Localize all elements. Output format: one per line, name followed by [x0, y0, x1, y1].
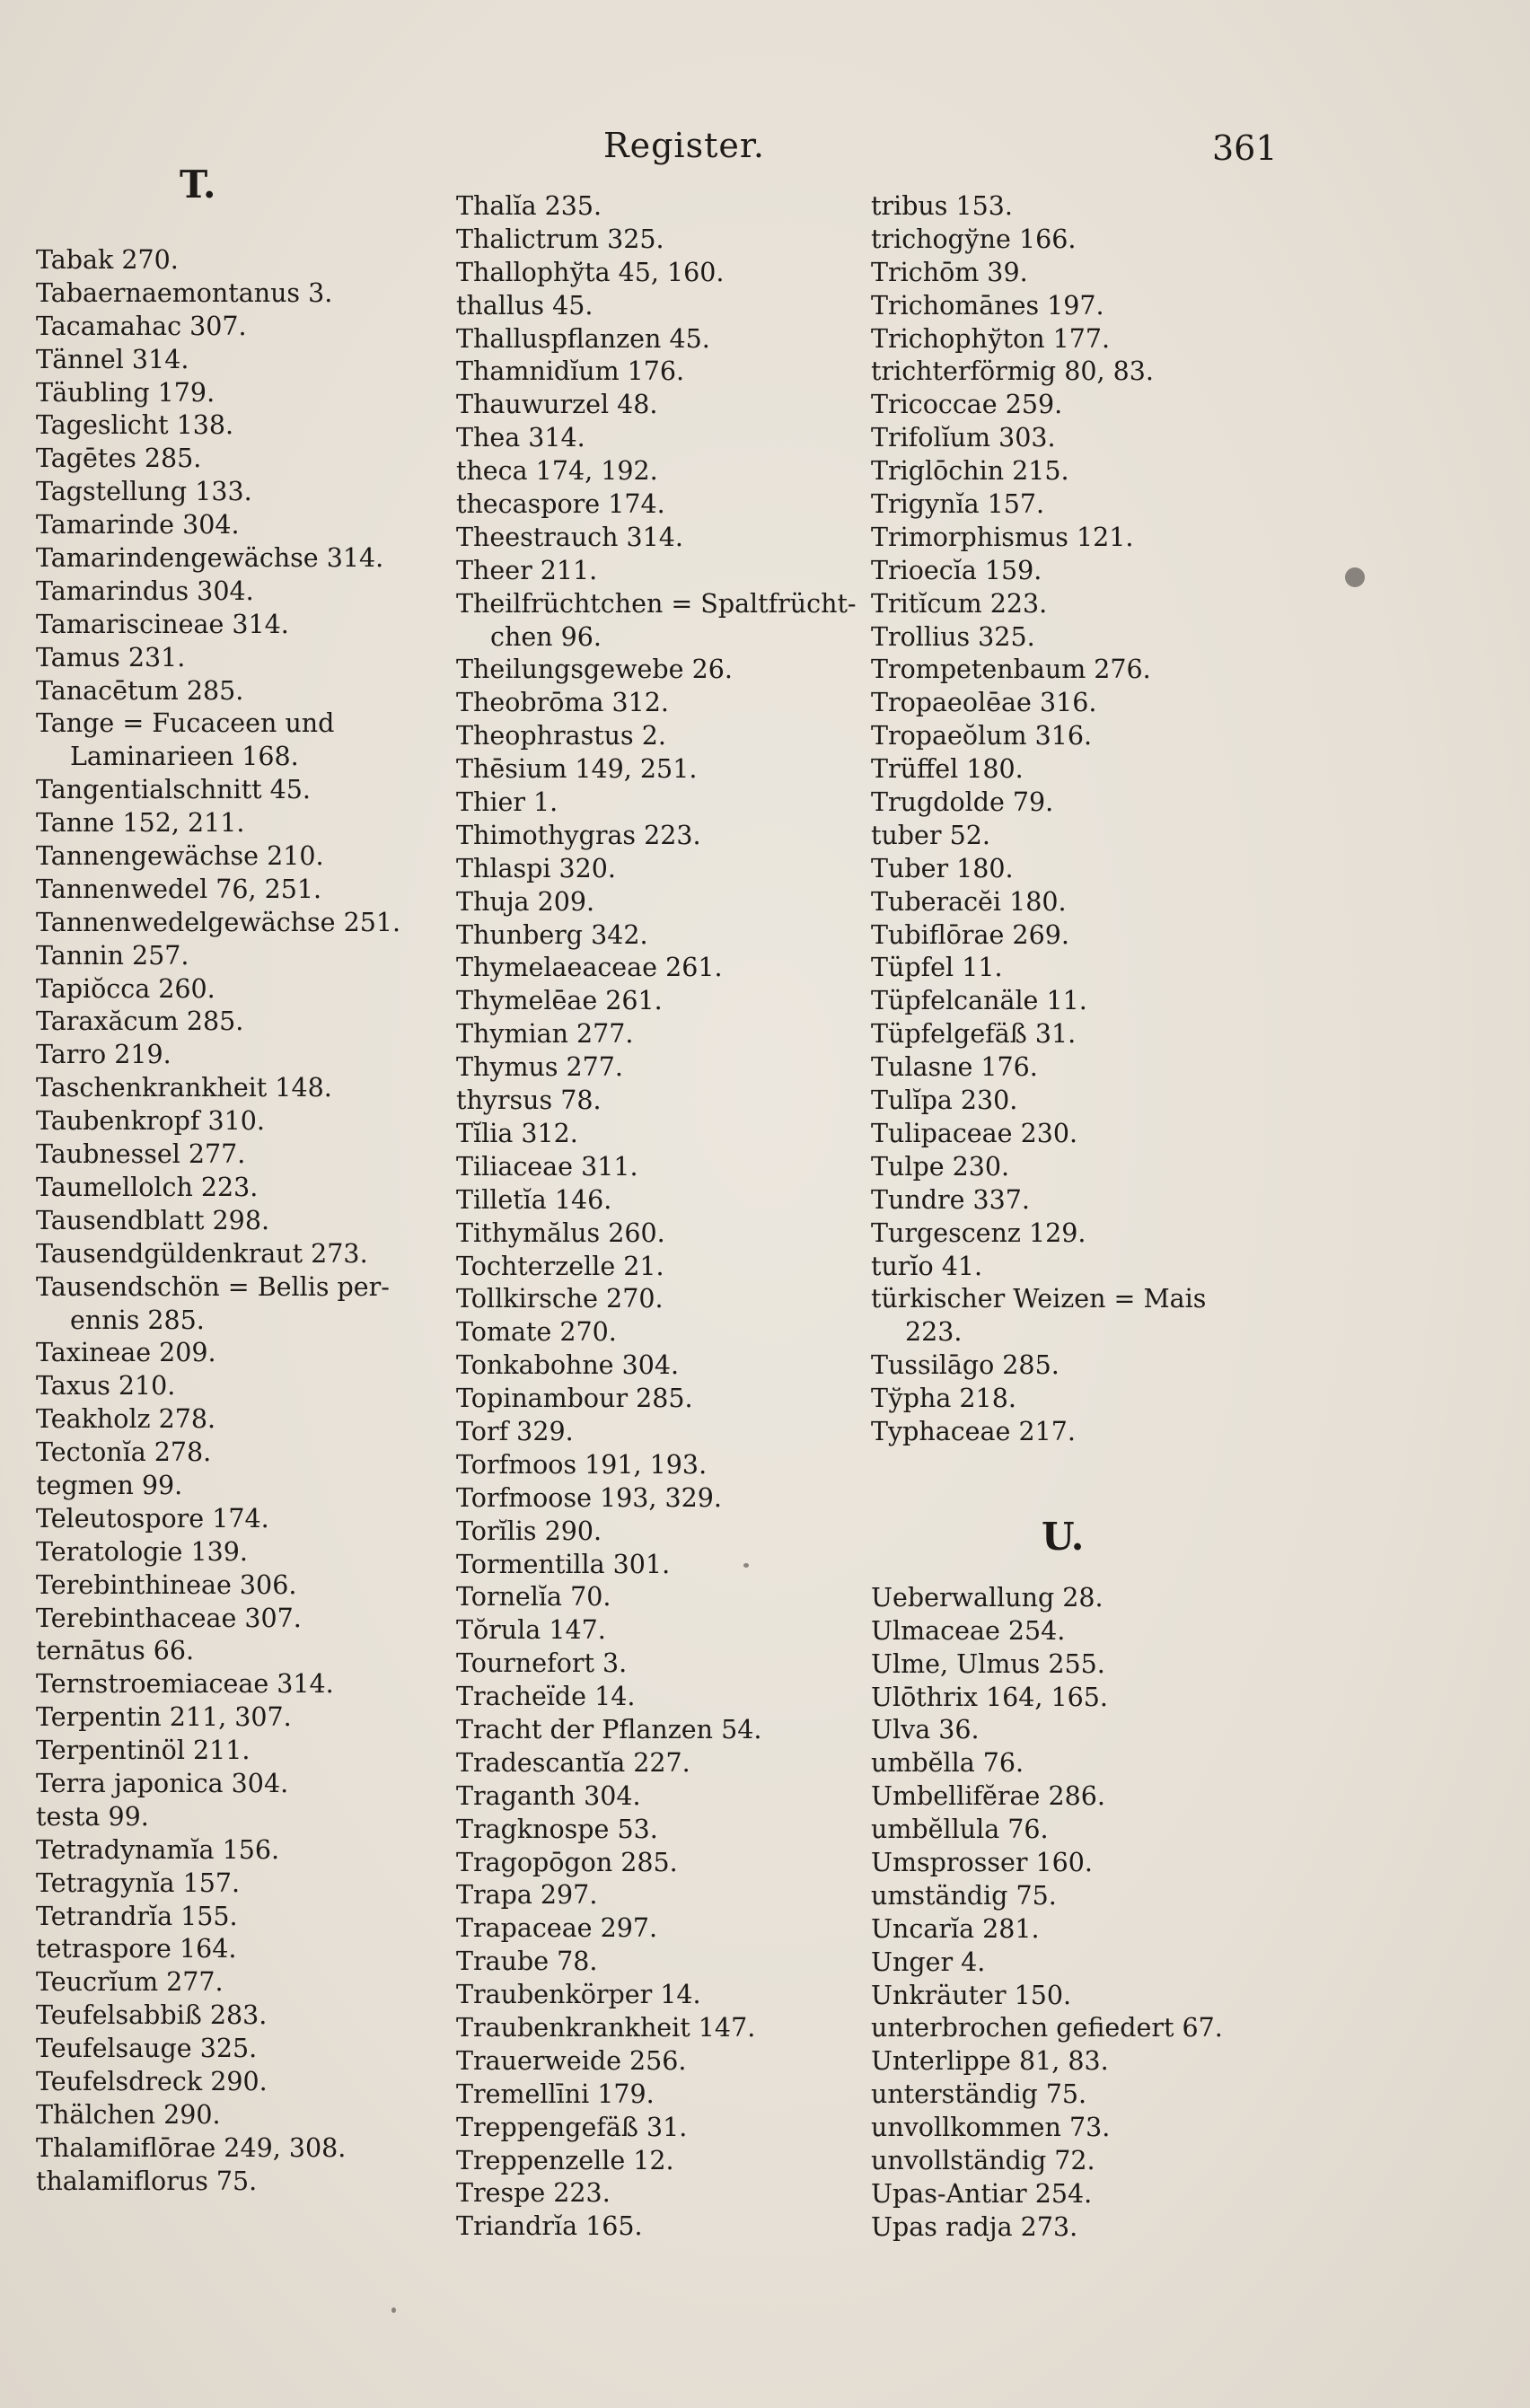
index-entry: umständig 75. [871, 1880, 1057, 1911]
entry-list [456, 190, 878, 2244]
index-entry: Tonkabohne 304. [456, 1350, 680, 1381]
index-entry: thallus 45. [456, 290, 594, 321]
index-entry: trichterförmig 80, 83. [871, 356, 1154, 387]
index-entry: Tulĭpa 230. [871, 1085, 1018, 1116]
index-entry: Tiliaceae 311. [456, 1151, 638, 1182]
index-entry: Thēsium 149, 251. [456, 754, 698, 785]
paper-speck [1345, 567, 1365, 587]
index-entry: Tetradynamĭa 156. [36, 1834, 280, 1865]
index-entry: Tagstellung 133. [36, 477, 252, 507]
index-entry: türkischer Weizen = Mais [871, 1284, 1207, 1314]
index-entry: Teufelsdreck 290. [36, 2066, 268, 2096]
index-entry: Thunberg 342. [456, 919, 648, 950]
index-entry: Tritĭcum 223. [871, 588, 1048, 619]
index-entry: Thymus 277. [456, 1052, 623, 1083]
index-entry: Terra japonica 304. [36, 1768, 289, 1798]
index-entry: Tännel 314. [36, 344, 189, 374]
index-entry: Terpentin 211, 307. [36, 1702, 292, 1733]
index-entry: Tropaeolēae 316. [871, 688, 1097, 718]
page-title: Register. [603, 126, 765, 165]
index-entry: ennis 285. [70, 1305, 205, 1335]
index-entry: Trimorphismus 121. [871, 522, 1134, 552]
index-entry: Tamarindengewächse 314. [36, 543, 384, 574]
index-entry: Tundre 337. [871, 1184, 1030, 1215]
index-entry: Tulipaceae 230. [871, 1118, 1078, 1148]
index-entry: Tannenwedelgewächse 251. [36, 907, 401, 937]
index-entry: Täubling 179. [36, 377, 215, 408]
index-column-3 [871, 190, 1293, 2245]
index-entry: Tamarinde 304. [36, 510, 240, 540]
index-entry: Taschenkrankheit 148. [36, 1073, 332, 1103]
index-entry: Tilletĭa 146. [456, 1184, 612, 1215]
index-entry: ternātus 66. [36, 1636, 195, 1666]
index-entry: theca 174, 192. [456, 456, 658, 487]
index-entry: Tanacētum 285. [36, 675, 244, 706]
index-entry: Tŏrula 147. [456, 1615, 606, 1646]
index-entry: Laminarieen 168. [70, 742, 299, 772]
index-entry: Teufelsabbiß 283. [36, 2000, 268, 2031]
index-entry: Tarro 219. [36, 1040, 171, 1070]
index-entry: Triglōchin 215. [871, 456, 1069, 487]
index-entry: Torfmoose 193, 329. [456, 1482, 722, 1513]
index-entry: Thimothygras 223. [456, 820, 701, 850]
index-entry: Ternstroemiaceae 314. [36, 1669, 334, 1700]
index-entry: Tubiflōrae 269. [871, 919, 1069, 950]
index-entry: testa 99. [36, 1801, 149, 1832]
index-entry: Tollkirsche 270. [456, 1284, 664, 1314]
index-entry: Trugdolde 79. [871, 787, 1054, 818]
index-entry: turĭo 41. [871, 1251, 983, 1281]
index-entry: Ulōthrix 164, 165. [871, 1682, 1108, 1712]
index-entry: umbĕllula 76. [871, 1815, 1049, 1845]
index-entry: Terebinthineae 306. [36, 1569, 297, 1600]
index-entry: Turgescenz 129. [871, 1217, 1086, 1248]
index-entry: Uncarĭa 281. [871, 1913, 1040, 1944]
index-entry: Taumellolch 223. [36, 1172, 259, 1202]
index-entry: Teratologie 139. [36, 1536, 248, 1567]
index-entry: Terpentinöl 211. [36, 1736, 251, 1766]
index-entry: Tüpfelcanäle 11. [871, 986, 1087, 1016]
index-entry: Thymian 277. [456, 1019, 634, 1050]
page-number: 361 [1212, 128, 1278, 168]
index-entry: Theobrōma 312. [456, 688, 669, 718]
index-entry: Tuber 180. [871, 853, 1014, 883]
index-entry: 223. [905, 1317, 963, 1348]
section-heading-u: U. [1042, 1514, 1085, 1559]
index-entry: Unger 4. [871, 1947, 986, 1977]
index-entry: Thier 1. [456, 787, 558, 818]
index-entry: Torf 329. [456, 1416, 574, 1446]
index-entry: Trapa 297. [456, 1880, 598, 1911]
index-entry: Tausendgüldenkraut 273. [36, 1238, 368, 1269]
entry-list [871, 1582, 1293, 2245]
index-entry: Tannengewächse 210. [36, 841, 324, 872]
index-entry: Treppenzelle 12. [456, 2145, 674, 2175]
index-entry: Trompetenbaum 276. [871, 655, 1151, 685]
index-entry: Terebinthaceae 307. [36, 1603, 302, 1633]
index-entry: Umbellifĕrae 286. [871, 1781, 1105, 1812]
index-entry: Ulmaceae 254. [871, 1615, 1066, 1646]
index-entry: Thuja 209. [456, 886, 595, 917]
index-entry: Teucrĭum 277. [36, 1967, 224, 1998]
index-entry: thecaspore 174. [456, 489, 665, 520]
index-column-1 [36, 163, 458, 2199]
index-entry: Tacamahac 307. [36, 311, 247, 341]
index-entry: Tagētes 285. [36, 444, 202, 474]
index-entry: Tussilāgo 285. [871, 1350, 1060, 1381]
index-column-2 [456, 190, 878, 2244]
index-entry: Ulva 36. [871, 1715, 980, 1745]
index-entry: Tulasne 176. [871, 1052, 1038, 1083]
index-entry: Thälchen 290. [36, 2099, 221, 2130]
index-entry: Trigynĭa 157. [871, 489, 1045, 520]
index-entry: Tausendschön = Bellis per- [36, 1271, 390, 1302]
index-entry: Tornelĭa 70. [456, 1582, 611, 1613]
index-entry: Tausendblatt 298. [36, 1205, 270, 1235]
index-entry: Tüpfel 11. [871, 953, 1003, 983]
index-entry: Taubnessel 277. [36, 1139, 246, 1170]
index-entry: Trapaceae 297. [456, 1913, 658, 1944]
index-entry: Thea 314. [456, 423, 585, 453]
index-entry: Trichophўton 177. [871, 323, 1111, 354]
index-entry: Theer 211. [456, 555, 598, 585]
index-entry: Tamarindus 304. [36, 576, 254, 606]
index-entry: Thamnidĭum 176. [456, 356, 685, 387]
index-entry: Tournefort 3. [456, 1648, 628, 1679]
index-entry: Thalĭa 235. [456, 191, 602, 221]
index-entry: Traganth 304. [456, 1780, 641, 1811]
index-entry: Upas radja 273. [871, 2211, 1078, 2242]
index-entry: Theophrastus 2. [456, 721, 666, 751]
index-entry: Torĭlis 290. [456, 1516, 602, 1546]
index-entry: Tropaeŏlum 316. [871, 721, 1093, 751]
index-entry: Tageslicht 138. [36, 410, 234, 441]
index-entry: Trollius 325. [871, 621, 1035, 652]
index-entry: unterbrochen gefiedert 67. [871, 2013, 1223, 2043]
index-entry: Theestrauch 314. [456, 522, 683, 552]
paper-speck [743, 1563, 749, 1568]
index-entry: Taxineae 209. [36, 1338, 216, 1368]
index-entry: Topinambour 285. [456, 1384, 693, 1414]
index-entry: Unterlippe 81, 83. [871, 2046, 1109, 2077]
index-entry: Traubenkörper 14. [456, 1980, 701, 2010]
index-entry: Trichomānes 197. [871, 290, 1104, 321]
index-entry: Thymelēae 261. [456, 986, 663, 1016]
index-entry: Taubenkropf 310. [36, 1106, 265, 1137]
index-entry: Tabaernaemontanus 3. [36, 277, 333, 308]
index-entry: Trespe 223. [456, 2178, 611, 2209]
index-entry: Tectonĭa 278. [36, 1437, 212, 1468]
index-entry: Tangentialschnitt 45. [36, 775, 311, 805]
index-entry: Tĭlia 312. [456, 1118, 578, 1148]
index-entry: Teufelsauge 325. [36, 2034, 258, 2064]
index-entry: Thalictrum 325. [456, 224, 664, 254]
index-entry: Triandrĭa 165. [456, 2211, 643, 2242]
index-entry: Ulme, Ulmus 255. [871, 1648, 1105, 1679]
index-entry: Tuberacĕi 180. [871, 886, 1067, 917]
entry-list [36, 244, 458, 2199]
index-entry: tetraspore 164. [36, 1934, 237, 1964]
index-entry: Thauwurzel 48. [456, 390, 658, 420]
entry-list [871, 190, 1293, 1449]
index-entry: tuber 52. [871, 820, 990, 850]
index-entry: thyrsus 78. [456, 1085, 602, 1116]
index-entry: Trichōm 39. [871, 257, 1028, 287]
index-entry: Tanne 152, 211. [36, 808, 245, 839]
index-entry: Treppengefäß 31. [456, 2112, 688, 2142]
index-entry: unvollkommen 73. [871, 2113, 1111, 2143]
index-entry: trichogўne 166. [871, 224, 1077, 254]
index-entry: Tithymălus 260. [456, 1217, 665, 1248]
index-entry: Tamus 231. [36, 642, 186, 672]
index-entry: Ueberwallung 28. [871, 1582, 1104, 1613]
index-entry: Tormentilla 301. [456, 1549, 671, 1579]
index-entry: thalamiflorus 75. [36, 2166, 258, 2196]
index-entry: Tragknospe 53. [456, 1814, 658, 1844]
index-entry: Trioecĭa 159. [871, 555, 1042, 585]
index-entry: umbĕlla 76. [871, 1748, 1024, 1779]
index-entry: Theilungsgewebe 26. [456, 655, 733, 685]
index-entry: Trauerweide 256. [456, 2045, 687, 2076]
index-entry: tegmen 99. [36, 1470, 183, 1500]
index-entry: unterständig 75. [871, 2079, 1087, 2110]
index-entry: Tabak 270. [36, 245, 179, 275]
index-entry: Tricoccae 259. [871, 390, 1063, 420]
index-entry: chen 96. [490, 621, 602, 652]
index-entry: Tochterzelle 21. [456, 1251, 664, 1281]
index-entry: Thallophўta 45, 160. [456, 257, 725, 287]
index-entry: Traube 78. [456, 1947, 598, 1977]
paper-speck [391, 2307, 396, 2313]
index-entry: Teakholz 278. [36, 1404, 216, 1435]
index-entry: Thlaspi 320. [456, 853, 616, 883]
index-entry: Traubenkrankheit 147. [456, 2012, 756, 2043]
index-entry: Tetragynĭa 157. [36, 1868, 241, 1898]
index-entry: Tracheïde 14. [456, 1682, 636, 1712]
index-entry: tribus 153. [871, 191, 1013, 221]
index-entry: Thalamiflōrae 249, 308. [36, 2132, 347, 2163]
index-entry: Unkräuter 150. [871, 1980, 1072, 2010]
index-entry: Tapiŏcca 260. [36, 973, 215, 1004]
index-entry: Teleutospore 174. [36, 1503, 269, 1534]
index-entry: Tradescantĭa 227. [456, 1747, 690, 1778]
index-entry: Typhaceae 217. [871, 1416, 1076, 1446]
index-entry: Thymelaeaceae 261. [456, 953, 723, 983]
index-entry: Taxus 210. [36, 1371, 176, 1402]
index-entry: unvollständig 72. [871, 2145, 1095, 2175]
index-entry: Taraxăcum 285. [36, 1006, 244, 1037]
index-entry: Tamariscineae 314. [36, 609, 289, 639]
index-entry: Trüffel 180. [871, 754, 1024, 785]
index-entry: Tetrandrĭa 155. [36, 1901, 238, 1931]
index-entry: Tüpfelgefäß 31. [871, 1019, 1077, 1050]
index-entry: Tragopōgon 285. [456, 1847, 678, 1877]
index-entry: Tracht der Pflanzen 54. [456, 1714, 762, 1744]
index-entry: Trifolĭum 303. [871, 423, 1056, 453]
index-entry: Torfmoos 191, 193. [456, 1449, 708, 1480]
index-entry: Tange = Fucaceen und [36, 708, 335, 739]
index-entry: Tomate 270. [456, 1317, 617, 1348]
index-entry: Tremellīni 179. [456, 2078, 655, 2109]
index-entry: Tulpe 230. [871, 1151, 1010, 1182]
index-entry: Tannin 257. [36, 940, 189, 971]
index-entry: Theilfrüchtchen = Spaltfrücht- [456, 588, 857, 619]
index-entry: Upas-Antiar 254. [871, 2178, 1093, 2209]
index-entry: Umsprosser 160. [871, 1847, 1093, 1877]
index-entry: Tўpha 218. [871, 1384, 1016, 1414]
index-entry: Tannenwedel 76, 251. [36, 874, 322, 904]
index-entry: Thalluspflanzen 45. [456, 323, 710, 354]
section-heading-t: T. [180, 163, 216, 207]
